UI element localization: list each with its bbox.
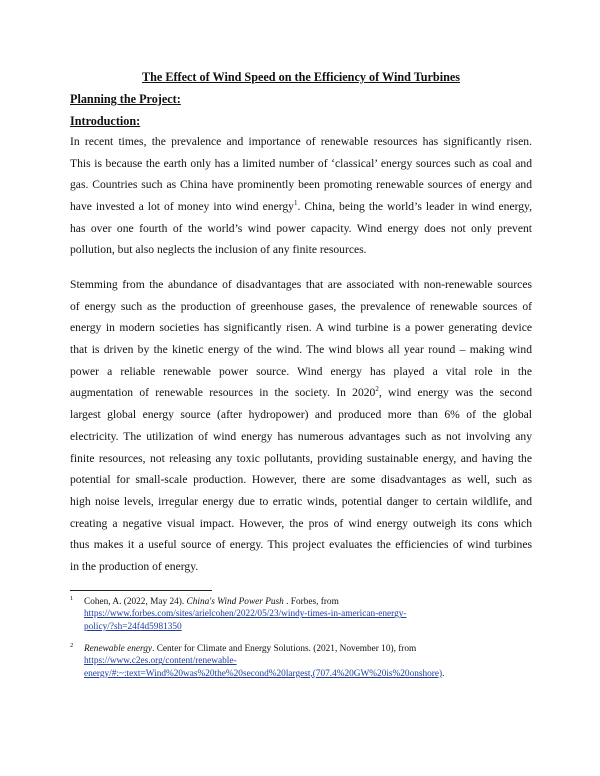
paragraph-line: [70, 196, 532, 218]
paragraph-line: creating a negative visual impact. However, the pros of wind energy outweigh its cons which: [70, 516, 532, 530]
footnote-link[interactable]: energy/#:~:text=Wind%20was%20the%20second%20largest,(707.4%20GW%20is%20onshore): [84, 668, 443, 679]
paragraph-line: This is because the earth only has a limited number of ‘classical’ energy sources such as coal and: [70, 156, 532, 170]
line-text: augmentation of renewable resources in the society. In 2020: [70, 386, 376, 400]
footnote-link[interactable]: https://www.c2es.org/content/renewable-: [84, 656, 237, 667]
footnote-link[interactable]: https://www.forbes.com/sites/arielcohen/2022/05/23/windy-times-in-american-energy-: [84, 609, 407, 620]
footnote-source-title: Renewable energy: [84, 644, 153, 654]
footnote-citation: [84, 596, 532, 608]
paragraph-line: high noise levels, irregular energy due to erratic winds, potential danger to certain wildlife, and: [70, 494, 532, 508]
paragraph-line: electricity. The utilization of wind energy has numerous advantages such as not involving any: [70, 429, 532, 443]
paragraph-line: power a reliable renewable power source. Wind energy has played a vital role in the: [70, 364, 532, 378]
footnote-ref-1[interactable]: 1: [293, 199, 298, 208]
line-text: have invested a lot of money into wind energy: [70, 200, 294, 214]
paragraph-introduction-1: [70, 131, 532, 261]
footnote-ref-2[interactable]: 2: [375, 385, 379, 394]
footnote-body: [84, 596, 532, 633]
paragraph-line: largest global energy source (after hydropower) and produced more than 6% of the global: [70, 408, 532, 422]
paragraph-line: that is driven by the kinetic energy of the wind. The wind blows all year round – making wind: [70, 343, 532, 357]
line-text: . China, being the world’s leader in wind energy,: [297, 200, 532, 214]
footnote-number: 2: [70, 642, 74, 649]
paragraph-line: in the production of energy.: [70, 559, 199, 573]
footnote-suffix: . Center for Climate and Energy Solutions. (2021, November 10), from: [152, 644, 417, 654]
footnote-period: .: [442, 668, 445, 679]
paragraph-line: In recent times, the prevalence and importance of renewable resources has significantly risen.: [70, 135, 532, 148]
line-text: , wind energy was the second: [378, 386, 532, 400]
footnote-source-title: China's Wind Power Push: [186, 597, 284, 607]
paragraph-introduction-2: [70, 274, 532, 578]
footnote-prefix: Cohen, A. (2022, May 24).: [84, 597, 187, 607]
footnote-2: [70, 643, 532, 680]
heading-introduction: Introduction:: [70, 114, 141, 128]
paragraph-line: [70, 382, 532, 404]
footnote-link-line: [84, 668, 532, 680]
footnote-1: [70, 596, 532, 633]
paragraph-line: potential for small-scale production. However, there are some disadvantages as well, such as: [70, 473, 532, 487]
footnote-link[interactable]: policy/?sh=24f4d5981350: [84, 621, 182, 632]
paragraph-line: energy in modern societies has significantly risen. A wind turbine is a power generating device: [70, 321, 532, 335]
paragraph-line: of energy such as the production of greenhouse gases, the prevalence of renewable sources of: [70, 299, 532, 313]
paragraph-line: gas. Countries such as China have prominently been promoting renewable sources of energy and: [70, 178, 532, 192]
footnote-number: 1: [70, 595, 74, 602]
paragraph-line: thus makes it a useful source of energy. This project evaluates the efficiencies of wind turbines: [70, 538, 532, 552]
footnote-separator: [70, 590, 212, 591]
heading-planning-the-project: Planning the Project:: [70, 92, 181, 106]
paragraph-line: finite resources, not releasing any toxic pollutants, providing sustainable energy, and having the: [70, 451, 532, 465]
footnote-citation: [84, 643, 532, 655]
paragraph-line: has over one fourth of the world’s wind power capacity. Wind energy does not only prevent: [70, 221, 532, 235]
paragraph-line: Stemming from the abundance of disadvantages that are associated with non-renewable sources: [70, 278, 532, 291]
document-title: The Effect of Wind Speed on the Efficiency of Wind Turbines: [141, 70, 461, 84]
footnote-body: [84, 643, 532, 680]
paragraph-line: pollution, but also neglects the inclusion of any finite resources.: [70, 243, 367, 257]
footnote-suffix: . Forbes, from: [283, 597, 339, 607]
